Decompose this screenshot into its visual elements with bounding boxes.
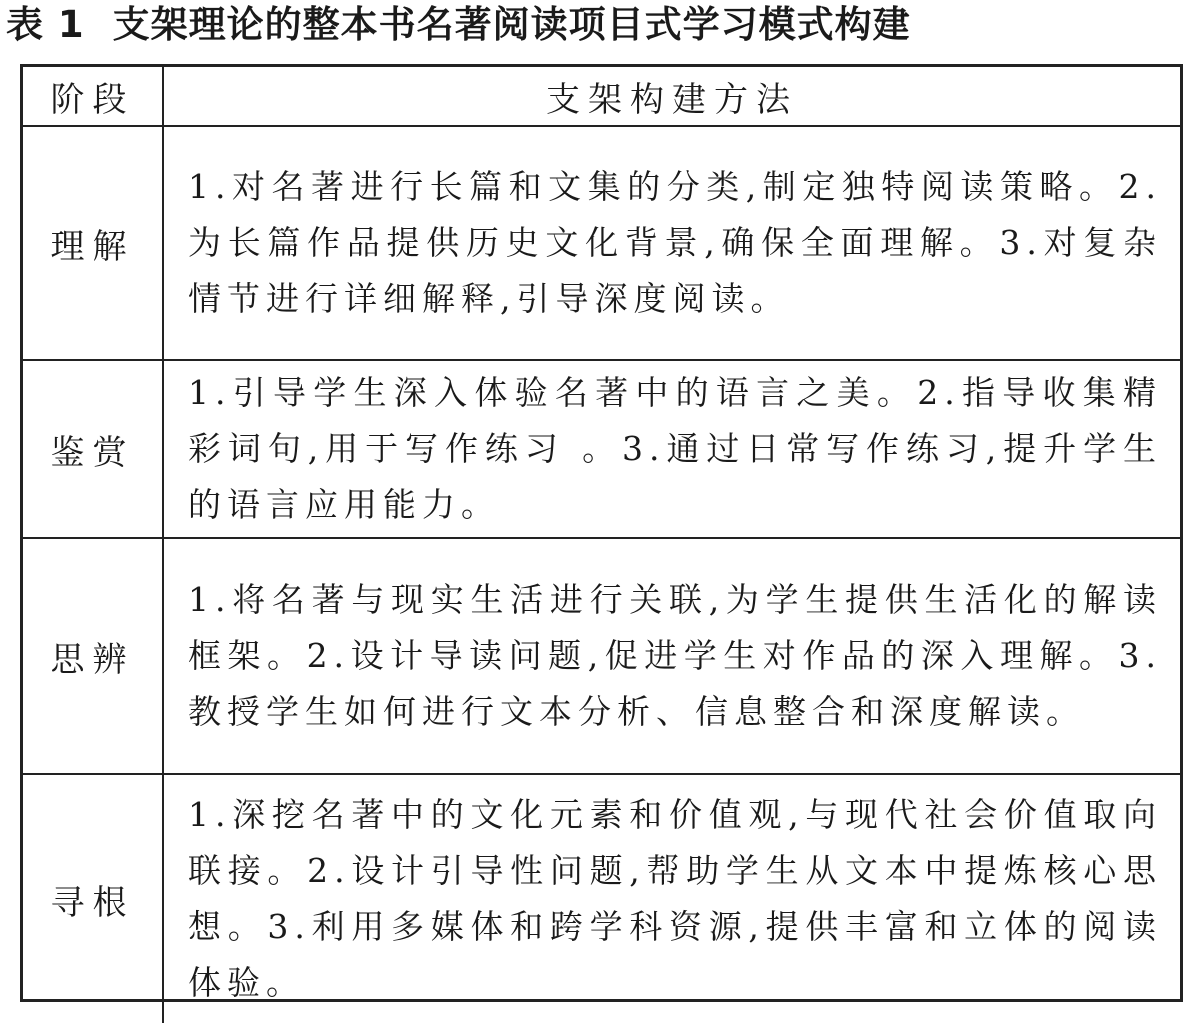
table-row <box>23 538 1180 774</box>
stage-cell: 理解 <box>23 126 163 360</box>
stage-cell: 鉴赏 <box>23 360 163 538</box>
method-cell: 1.深挖名著中的文化元素和价值观,与现代社会价值取向联接。2.设计引导性问题,帮助学生从文本中提炼核心思想。3.利用多媒体和跨学科资源,提供丰富和立体的阅读体验。 <box>163 774 1180 1023</box>
header-row <box>23 67 1180 126</box>
table-caption <box>6 0 911 50</box>
table-row <box>23 774 1180 1023</box>
table-number: 表 1 <box>6 3 85 46</box>
method-cell: 1.将名著与现实生活进行关联,为学生提供生活化的解读框架。2.设计导读问题,促进学生对作品的深入理解。3.教授学生如何进行文本分析、信息整合和深度解读。 <box>163 538 1180 774</box>
method-cell: 1.对名著进行长篇和文集的分类,制定独特阅读策略。2.为长篇作品提供历史文化背景,确保全面理解。3.对复杂情节进行详细解释,引导深度阅读。 <box>163 126 1180 360</box>
header-method: 支架构建方法 <box>163 67 1180 126</box>
stage-cell: 寻根 <box>23 774 163 1023</box>
header-stage: 阶段 <box>23 67 163 126</box>
stage-cell: 思辨 <box>23 538 163 774</box>
table-frame <box>20 64 1183 1002</box>
table-row <box>23 360 1180 538</box>
table-row <box>23 126 1180 360</box>
method-cell: 1.引导学生深入体验名著中的语言之美。2.指导收集精彩词句,用于写作练习 。3.通过日常写作练习,提升学生的语言应用能力。 <box>163 360 1180 538</box>
scaffolding-table <box>23 67 1180 1023</box>
table-title: 支架理论的整本书名著阅读项目式学习模式构建 <box>112 3 911 46</box>
